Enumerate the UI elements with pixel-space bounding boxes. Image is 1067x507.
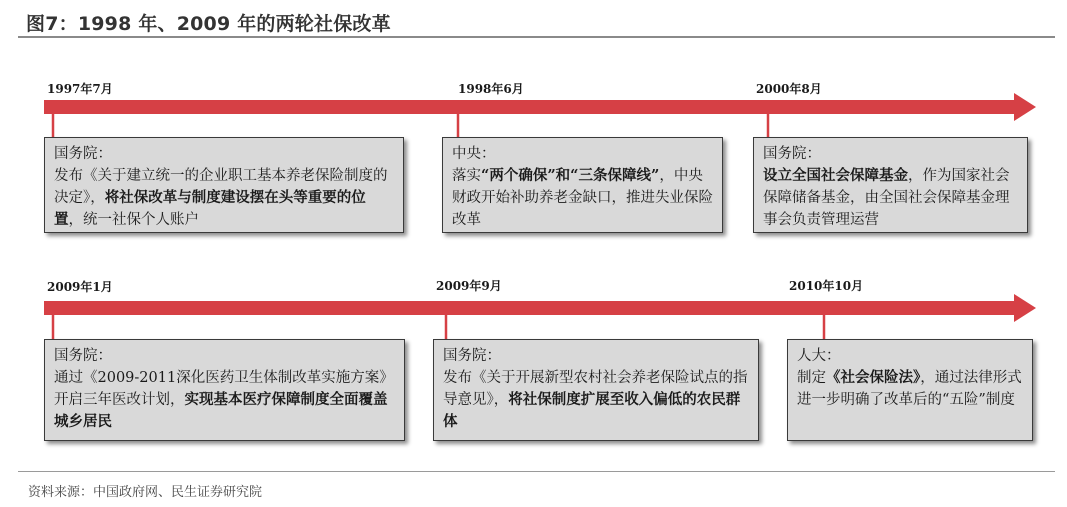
event-box-2000-08 bbox=[753, 137, 1028, 233]
event-text: 发布《关于建立统一的企业职工基本养老保险制度的决定》， bbox=[54, 168, 388, 206]
event-head: 国务院： bbox=[54, 348, 112, 364]
source-note: 资料来源：中国政府网、民生证券研究院 bbox=[28, 485, 263, 500]
event-text: 制定 bbox=[797, 370, 826, 386]
date-label: 1997年7月 bbox=[47, 82, 113, 96]
event-body bbox=[763, 168, 1010, 228]
event-text: ，通过法律形式进一步明确了改革后的“五险”制度 bbox=[797, 370, 1022, 408]
event-box-1998-06 bbox=[442, 137, 723, 233]
date-label: 2000年8月 bbox=[756, 82, 822, 96]
event-text-emphasis: 设立全国社会保障基金 bbox=[763, 167, 908, 184]
event-head: 国务院： bbox=[763, 146, 821, 162]
event-head: 人大： bbox=[797, 348, 841, 364]
event-text: ，统一社保个人账户 bbox=[68, 212, 199, 228]
figure-title: 图7：1998 年、2009 年的两轮社保改革 bbox=[26, 13, 391, 35]
event-box-2009-01 bbox=[44, 339, 405, 441]
event-head: 国务院： bbox=[443, 348, 501, 364]
timeline-arrow-1 bbox=[44, 93, 1036, 121]
event-box-1997-07 bbox=[44, 137, 404, 233]
event-body bbox=[452, 168, 713, 228]
date-label: 2009年1月 bbox=[47, 280, 113, 294]
timeline-arrow-2 bbox=[44, 294, 1036, 322]
event-head: 国务院： bbox=[54, 146, 112, 162]
event-text-emphasis: 《社会保险法》 bbox=[826, 369, 921, 386]
event-text: ，作为国家社会保障储备基金，由全国社会保障基金理事会负责管理运营 bbox=[763, 168, 1010, 228]
event-box-2010-10 bbox=[787, 339, 1033, 441]
date-label: 2010年10月 bbox=[789, 279, 864, 293]
event-text: 通过《2009-2011深化医药卫生体制改革实施方案》开启三年医改计划， bbox=[54, 370, 394, 408]
event-text: 落实 bbox=[452, 168, 481, 184]
event-text: 发布《关于开展新型农村社会养老保险试点的指导意见》， bbox=[443, 370, 748, 408]
event-body bbox=[54, 168, 388, 228]
event-body bbox=[54, 370, 394, 430]
event-text-emphasis: 将社保改革与制度建设摆在头等重要的位置 bbox=[54, 189, 366, 228]
event-body bbox=[797, 370, 1022, 408]
date-label: 1998年6月 bbox=[458, 82, 524, 96]
event-text-emphasis: 实现基本医疗保障制度全面覆盖城乡居民 bbox=[54, 391, 388, 430]
footer-divider bbox=[18, 471, 1055, 472]
event-head: 中央： bbox=[452, 146, 496, 162]
event-text-emphasis: “两个确保”和“三条保障线” bbox=[481, 167, 660, 184]
event-box-2009-09 bbox=[433, 339, 759, 441]
event-text: ，中央财政开始补助养老金缺口，推进失业保险改革 bbox=[452, 168, 713, 228]
event-text-emphasis: 将社保制度扩展至收入偏低的农民群体 bbox=[443, 391, 741, 430]
date-label: 2009年9月 bbox=[436, 279, 502, 293]
event-body bbox=[443, 370, 748, 430]
